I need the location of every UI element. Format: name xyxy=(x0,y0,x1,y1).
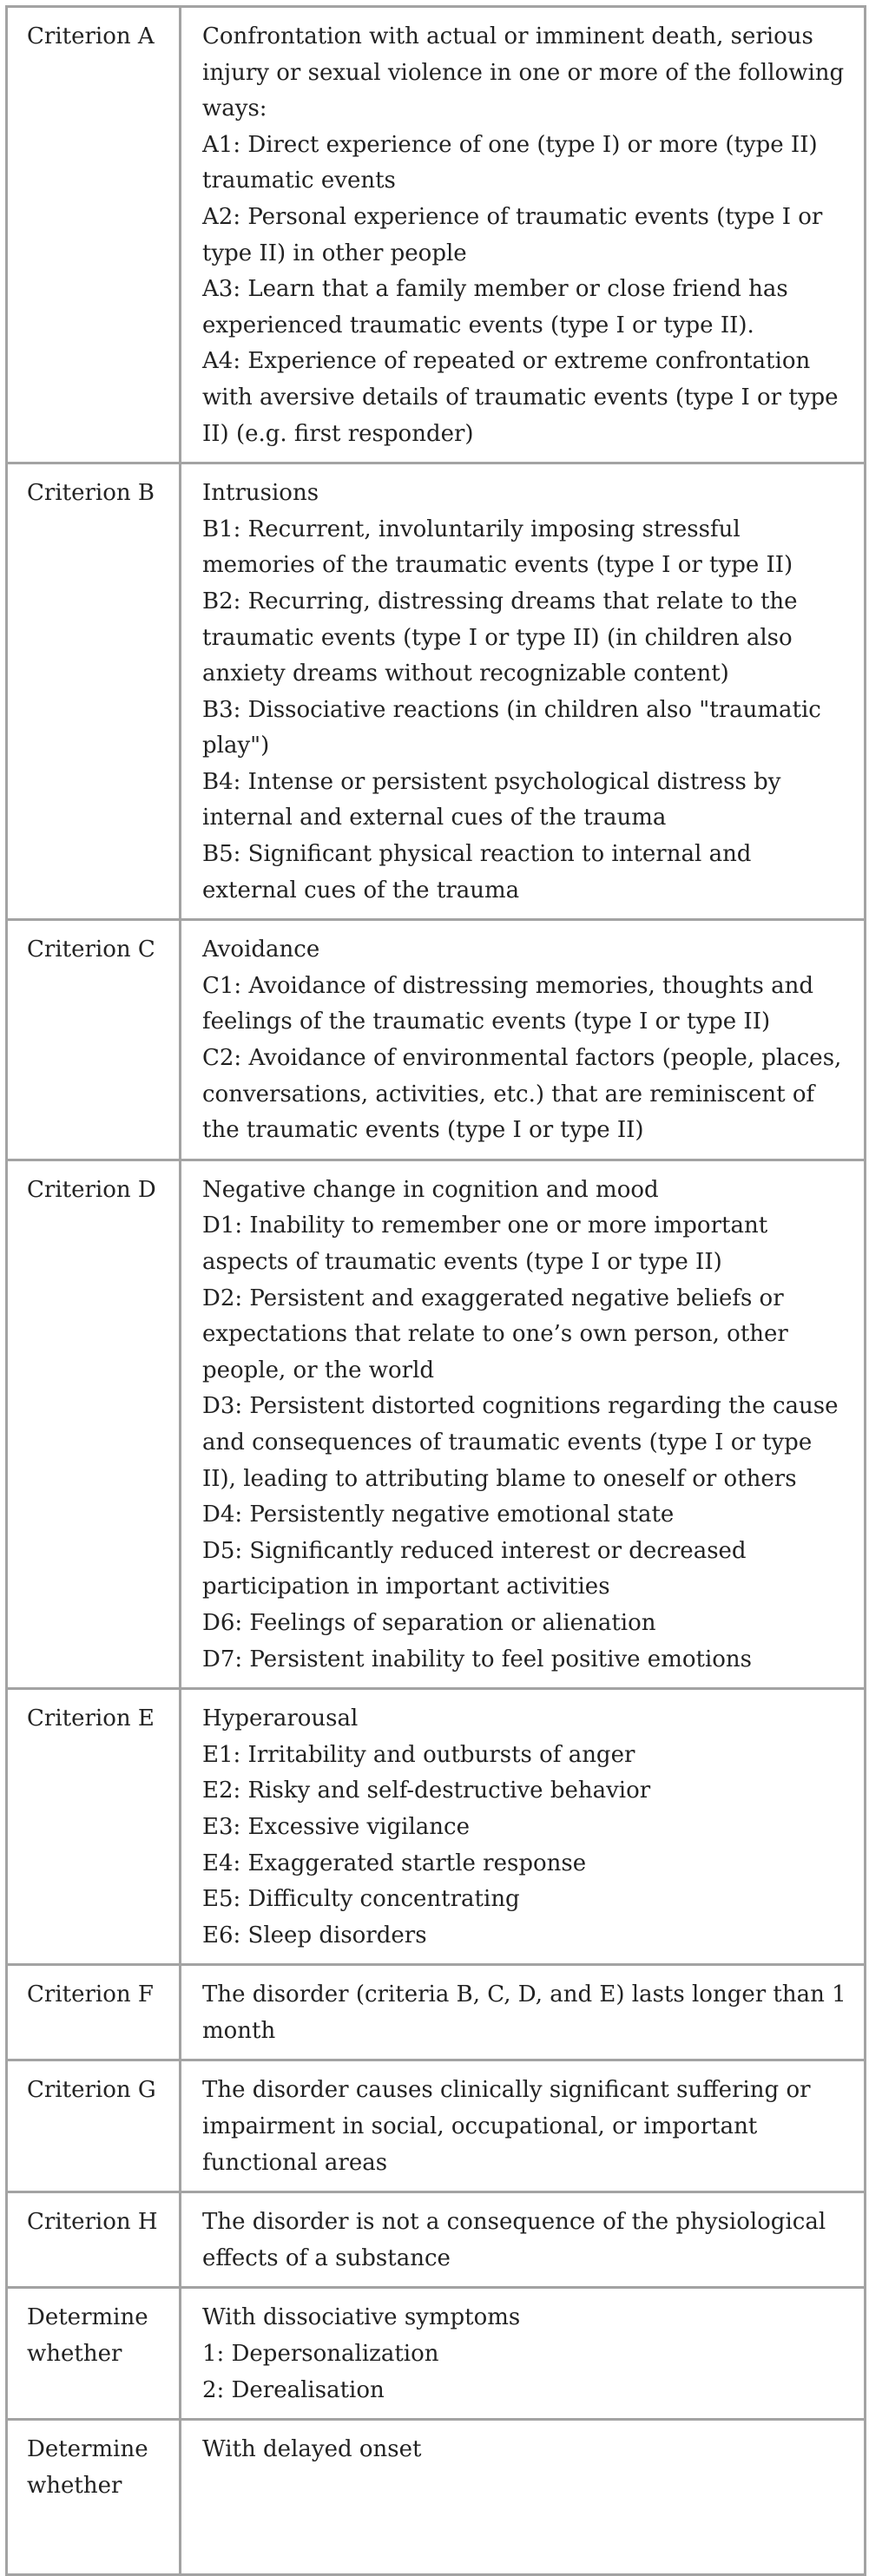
criterion-description xyxy=(181,1965,866,2060)
description-item: B1: Recurrent, involuntarily imposing stressful memories of the traumatic events (type I or type II) xyxy=(202,516,793,579)
description-heading: The disorder is not a consequence of the physiological effects of a substance xyxy=(202,2209,826,2271)
description-item: D1: Inability to remember one or more important aspects of traumatic events (type I or type II) xyxy=(202,1212,768,1275)
description-item: A4: Experience of repeated or extreme confrontation with aversive details of traumatic events (type I or type II) (e.g. first responder) xyxy=(202,348,839,447)
table-row xyxy=(7,1689,866,1965)
description-item: B4: Intense or persistent psychological distress by internal and external cues of the trauma xyxy=(202,768,781,831)
table-row xyxy=(7,2060,866,2192)
description-heading: Hyperarousal xyxy=(202,1705,359,1732)
table-row xyxy=(7,463,866,920)
description-item: B5: Significant physical reaction to internal and external cues of the trauma xyxy=(202,841,752,904)
criterion-label: Determine whether xyxy=(7,2420,181,2575)
criterion-label: Criterion F xyxy=(7,1965,181,2060)
table-body xyxy=(7,7,866,2575)
description-item: A2: Personal experience of traumatic events (type I or type II) in other people xyxy=(202,203,823,266)
description-item: E2: Risky and self-destructive behavior xyxy=(202,1778,651,1804)
criterion-description xyxy=(181,2060,866,2192)
criterion-description xyxy=(181,920,866,1160)
table-row xyxy=(7,2192,866,2288)
criterion-label: Criterion D xyxy=(7,1160,181,1688)
criterion-description xyxy=(181,2288,866,2420)
table-row xyxy=(7,2420,866,2575)
description-item: D5: Significantly reduced interest or decreased participation in important activities xyxy=(202,1537,747,1600)
table-row xyxy=(7,7,866,463)
description-item: A3: Learn that a family member or close friend has experienced traumatic events (type I or type II). xyxy=(202,276,788,338)
description-item: B2: Recurring, distressing dreams that relate to the traumatic events (type I or type II) (in children also anxiety dreams without recognizable content) xyxy=(202,588,798,687)
description-item: C2: Avoidance of environmental factors (people, places, conversations, activities, etc.) that are reminiscent of the traumatic events (type I or type II) xyxy=(202,1045,842,1144)
description-item: D2: Persistent and exaggerated negative beliefs or expectations that relate to one’s own person, other people, or the world xyxy=(202,1285,788,1383)
description-item: A1: Direct experience of one (type I) or more (type II) traumatic events xyxy=(202,131,818,194)
description-heading: The disorder causes clinically significant suffering or impairment in social, occupational, or important functional areas xyxy=(202,2077,811,2176)
description-heading: With delayed onset xyxy=(202,2436,422,2463)
criterion-label: Criterion G xyxy=(7,2060,181,2192)
criterion-label: Criterion E xyxy=(7,1689,181,1965)
description-heading: Confrontation with actual or imminent death, serious injury or sexual violence in one or more of the following ways: xyxy=(202,23,845,122)
description-heading: Avoidance xyxy=(202,936,320,963)
description-item: E6: Sleep disorders xyxy=(202,1922,427,1948)
description-heading: Negative change in cognition and mood xyxy=(202,1176,659,1203)
ptsd-criteria-table xyxy=(5,5,866,2576)
criterion-label: Criterion H xyxy=(7,2192,181,2288)
criterion-label: Determine whether xyxy=(7,2288,181,2420)
description-heading: Intrusions xyxy=(202,480,319,507)
table-row xyxy=(7,1965,866,2060)
description-heading: With dissociative symptoms xyxy=(202,2304,521,2331)
table-row xyxy=(7,1160,866,1688)
description-item: 2: Derealisation xyxy=(202,2376,385,2403)
criterion-description xyxy=(181,2192,866,2288)
table-row xyxy=(7,2288,866,2420)
description-item: B3: Dissociative reactions (in children also "traumatic play") xyxy=(202,696,821,759)
description-item: E1: Irritability and outbursts of anger xyxy=(202,1741,635,1768)
description-item: D4: Persistently negative emotional state xyxy=(202,1502,675,1528)
criterion-label: Criterion C xyxy=(7,920,181,1160)
table-row xyxy=(7,920,866,1160)
criterion-description xyxy=(181,1689,866,1965)
criterion-description xyxy=(181,7,866,463)
description-item: E4: Exaggerated startle response xyxy=(202,1850,587,1876)
description-item: D7: Persistent inability to feel positive emotions xyxy=(202,1646,753,1672)
description-item: D3: Persistent distorted cognitions regarding the cause and consequences of traumatic events (type I or type II), leading to attributing blame to oneself or others xyxy=(202,1393,839,1492)
criterion-description xyxy=(181,2420,866,2575)
description-item: C1: Avoidance of distressing memories, thoughts and feelings of the traumatic events (type I or type II) xyxy=(202,972,813,1035)
description-item: E3: Excessive vigilance xyxy=(202,1813,470,1840)
description-heading: The disorder (criteria B, C, D, and E) lasts longer than 1 month xyxy=(202,1981,846,2044)
description-item: D6: Feelings of separation or alienation xyxy=(202,1609,656,1636)
description-item: 1: Depersonalization xyxy=(202,2341,439,2368)
description-item: E5: Difficulty concentrating xyxy=(202,1886,520,1913)
criterion-description xyxy=(181,463,866,920)
criterion-description xyxy=(181,1160,866,1688)
criterion-label: Criterion B xyxy=(7,463,181,920)
criterion-label: Criterion A xyxy=(7,7,181,463)
criteria-table-container xyxy=(5,5,864,2576)
